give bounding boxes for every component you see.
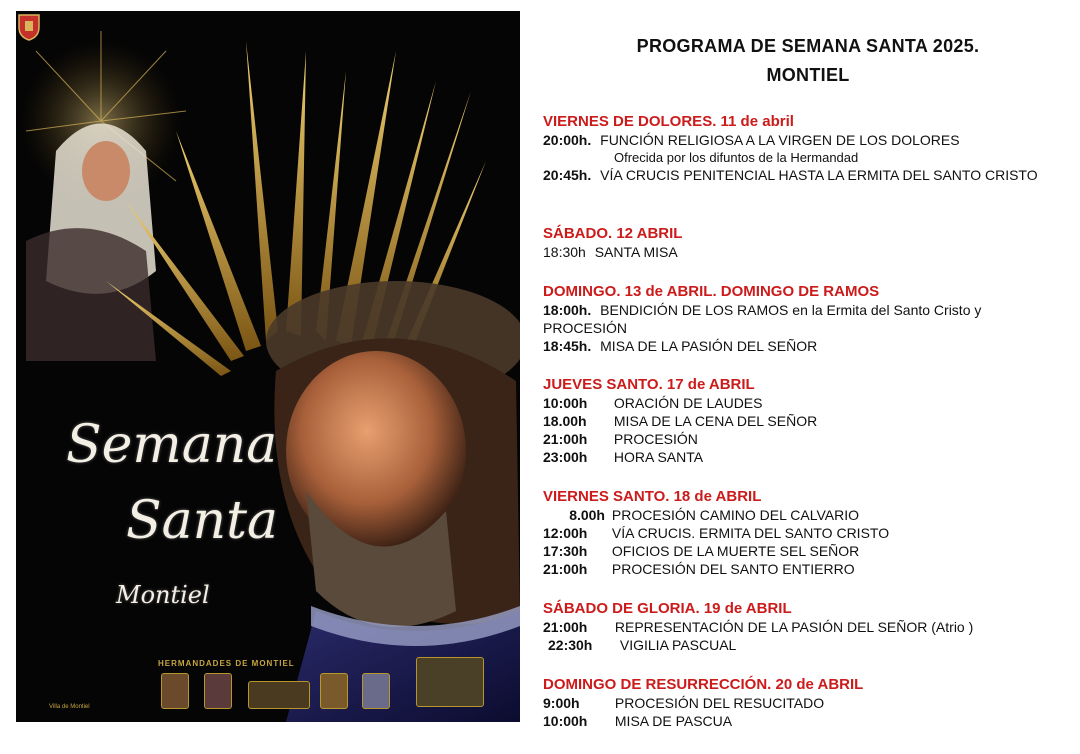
schedule-row (543, 394, 1063, 412)
church-image-icon (416, 657, 484, 707)
schedule-row (543, 524, 1063, 542)
program-heading (553, 32, 1063, 90)
event-description: PROCESIÓN CAMINO DEL CALVARIO (611, 507, 860, 523)
schedule-row (543, 694, 1063, 712)
event-time: 10:00h (543, 713, 588, 729)
town-crest-icon (16, 11, 42, 41)
poster-image (16, 11, 520, 722)
event-time: 18:45h. (543, 338, 592, 354)
event-time: 17:30h (543, 543, 588, 559)
event-time: 18.00h (543, 413, 587, 429)
schedule-row (543, 506, 1063, 524)
event-note: Ofrecida por los difuntos de la Hermandad (614, 150, 859, 165)
schedule-row (543, 618, 1063, 636)
brotherhood-emblem-icon (362, 673, 390, 709)
schedule-row (543, 430, 1063, 448)
event-description: VÍA CRUCIS. ERMITA DEL SANTO CRISTO (611, 525, 890, 541)
section-domingo-resurreccion (543, 676, 1063, 730)
program-town: MONTIEL (766, 65, 850, 85)
poster-illustration (16, 11, 520, 722)
schedule-row (543, 337, 1063, 355)
event-description: PROCESIÓN DEL RESUCITADO (614, 695, 825, 711)
schedule-row (543, 243, 1063, 261)
event-description: PROCESIÓN DEL SANTO ENTIERRO (611, 561, 855, 577)
event-time: 9:00h (543, 695, 580, 711)
event-time: 23:00h (543, 449, 588, 465)
schedule-row (543, 560, 1063, 578)
event-description: MISA DE PASCUA (614, 713, 733, 729)
schedule-row (543, 131, 1063, 149)
schedule-row (543, 542, 1063, 560)
section-title: VIERNES DE DOLORES. 11 de abril (543, 113, 794, 130)
event-time: 8.00h (569, 507, 605, 523)
poster-subtitle: Montiel (116, 581, 210, 609)
section-title: JUEVES SANTO. 17 de ABRIL (543, 376, 755, 393)
event-time: 20:00h. (543, 132, 592, 148)
event-time: 20:45h. (543, 167, 592, 183)
section-title: SÁBADO DE GLORIA. 19 de ABRIL (543, 600, 792, 617)
event-description: FUNCIÓN RELIGIOSA A LA VIRGEN DE LOS DOLORES (600, 132, 960, 148)
section-domingo-ramos (543, 283, 1063, 355)
poster-title-semana: Semana (66, 415, 278, 475)
section-viernes-dolores (543, 113, 1063, 184)
event-description: VIGILIA PASCUAL (619, 637, 737, 653)
event-time: 21:00h (543, 619, 588, 635)
section-title: SÁBADO. 12 ABRIL (543, 225, 683, 242)
event-description: SANTA MISA (594, 244, 678, 260)
hermandades-label: HERMANDADES DE MONTIEL (158, 659, 295, 668)
section-viernes-santo (543, 488, 1063, 578)
event-description: OFICIOS DE LA MUERTE SEL SEÑOR (611, 543, 860, 559)
event-description: PROCESIÓN (613, 431, 698, 447)
event-time: 10:00h (543, 395, 588, 411)
schedule-row (543, 448, 1063, 466)
event-description: MISA DE LA PASIÓN DEL SEÑOR (600, 338, 818, 354)
schedule-row (543, 166, 1048, 184)
section-title: DOMINGO. 13 de ABRIL. DOMINGO DE RAMOS (543, 283, 880, 300)
brotherhood-emblem-icon (204, 673, 232, 709)
event-time: 18:30h (543, 244, 586, 260)
section-sabado-gloria (543, 600, 1063, 654)
event-time: 21:00h (543, 561, 588, 577)
event-time: 21:00h (543, 431, 588, 447)
event-description: BENDICIÓN DE LOS RAMOS en la Ermita del Santo Cristo y PROCESIÓN (543, 302, 982, 336)
section-jueves-santo (543, 376, 1063, 466)
poster-title-santa: Santa (126, 491, 279, 551)
section-title: VIERNES SANTO. 18 de ABRIL (543, 488, 762, 505)
virgin-face (82, 141, 130, 201)
event-description: VÍA CRUCIS PENITENCIAL HASTA LA ERMITA DEL SANTO CRISTO (600, 167, 1038, 183)
event-description: REPRESENTACIÓN DE LA PASIÓN DEL SEÑOR (Atrio ) (614, 619, 974, 635)
event-description: MISA DE LA CENA DEL SEÑOR (613, 413, 818, 429)
event-time: 18:00h. (543, 302, 592, 318)
schedule-row (543, 412, 1063, 430)
event-time: 22:30h (548, 637, 593, 653)
program-panel (543, 32, 1063, 90)
event-time: 12:00h (543, 525, 588, 541)
event-description: HORA SANTA (613, 449, 704, 465)
event-description: ORACIÓN DE LAUDES (613, 395, 763, 411)
schedule-row (543, 636, 1063, 654)
section-sabado (543, 225, 1063, 261)
section-title: DOMINGO DE RESURRECCIÓN. 20 de ABRIL (543, 676, 864, 693)
brotherhood-emblem-icon (161, 673, 189, 709)
schedule-row (543, 301, 1053, 337)
schedule-row (543, 712, 1063, 730)
brotherhood-emblem-icon (320, 673, 348, 709)
crest-label: Villa de Montiel (49, 704, 90, 710)
program-title: PROGRAMA DE SEMANA SANTA 2025. (636, 36, 980, 56)
church-image-icon (248, 681, 310, 709)
